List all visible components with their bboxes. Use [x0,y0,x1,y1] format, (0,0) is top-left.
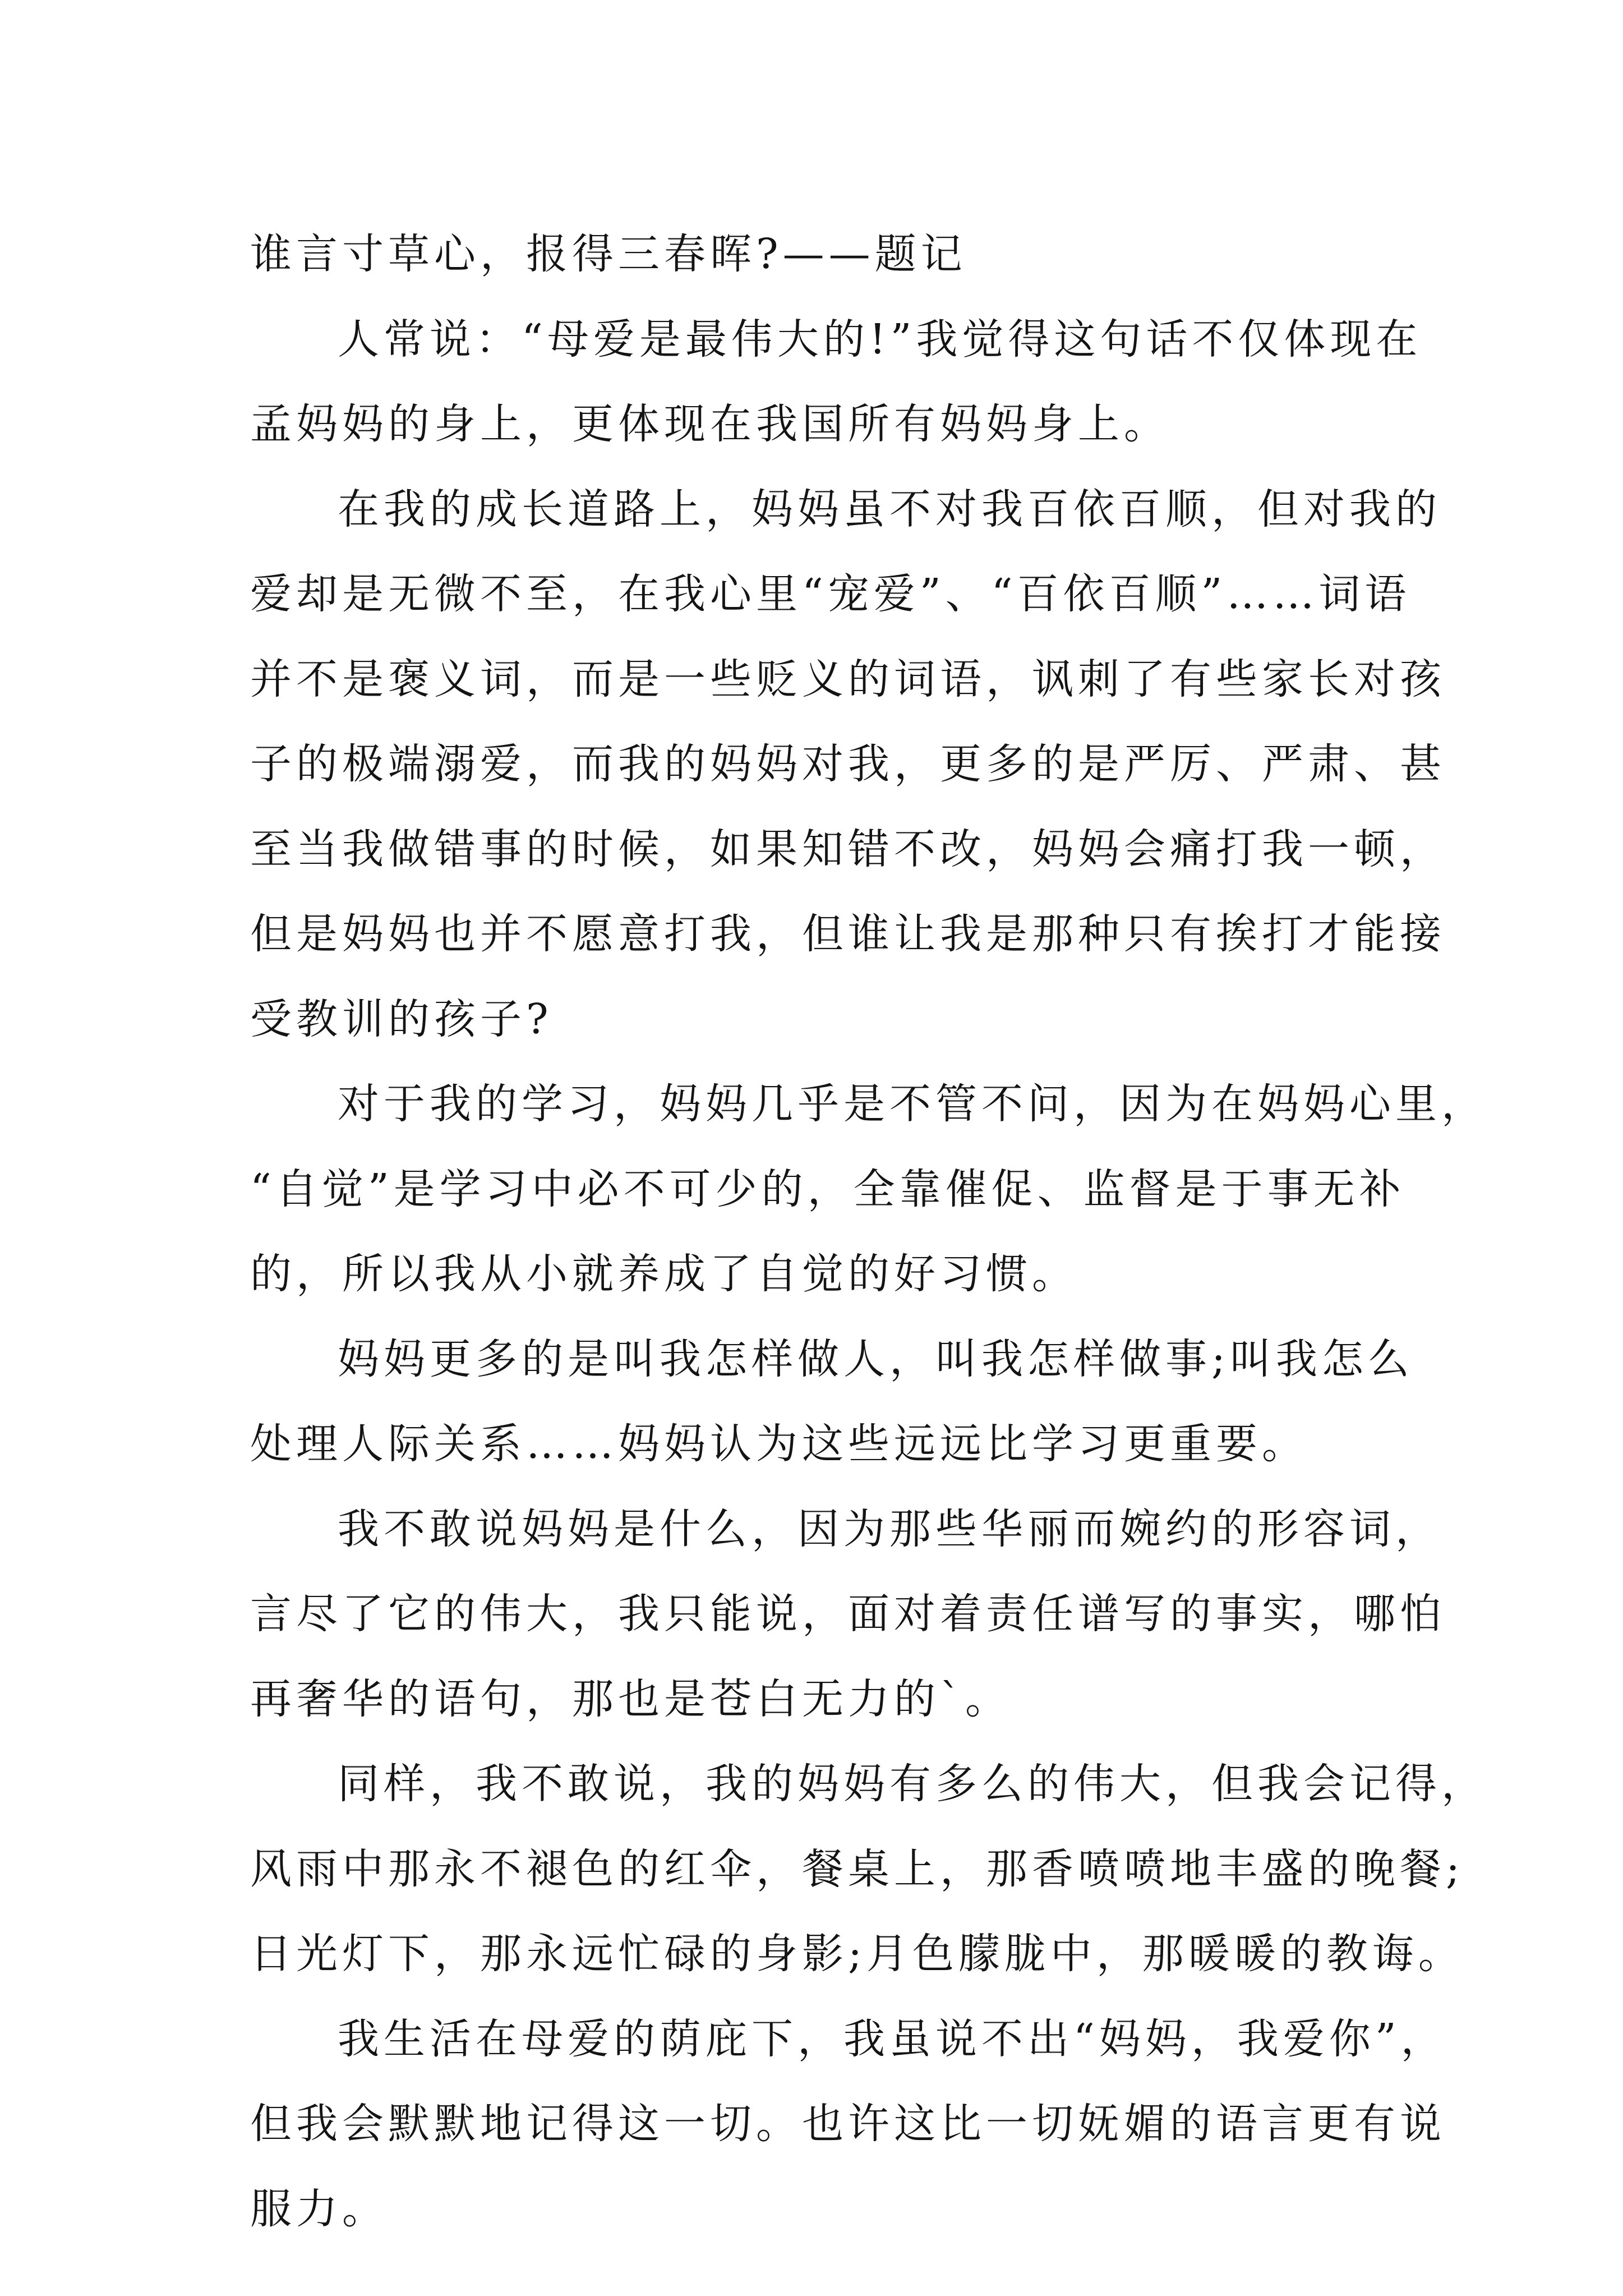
text-line: 但我会默默地记得这一切。也许这比一切妩媚的语言更有说 [250,2100,1446,2148]
text-line: 人常说：“母爱是最伟大的!”我觉得这句话不仅体现在 [338,315,1422,364]
text-line: 孟妈妈的身上，更体现在我国所有妈妈身上。 [250,400,1170,448]
text-line: 子的极端溺爱，而我的妈妈对我，更多的是严厉、严肃、甚 [250,740,1446,788]
text-line: 受教训的孩子? [250,995,553,1043]
text-line: 再奢华的语句，那也是苍白无力的`。 [250,1674,1011,1723]
text-line: 在我的成长道路上，妈妈虽不对我百依百顺，但对我的 [338,485,1441,533]
text-line: 服力。 [250,2184,388,2233]
text-line: 日光灯下，那永远忙碌的身影;月色朦胧中，那暖暖的教诲。 [250,1930,1464,1978]
text-line: “自觉”是学习中必不可少的，全靠催促、监督是于事无补 [250,1165,1405,1213]
text-line: 我生活在母爱的荫庇下，我虽说不出“妈妈，我爱你”， [338,2014,1447,2063]
text-line: 的，所以我从小就养成了自觉的好习惯。 [250,1250,1078,1298]
text-line: 对于我的学习，妈妈几乎是不管不问，因为在妈妈心里， [338,1080,1487,1128]
text-line: 同样，我不敢说，我的妈妈有多么的伟大，但我会记得， [338,1760,1487,1808]
text-line: 处理人际关系……妈妈认为这些远远比学习更重要。 [250,1420,1308,1468]
text-line: 但是妈妈也并不愿意打我，但谁让我是那种只有挨打才能接 [250,910,1446,958]
text-line: 妈妈更多的是叫我怎样做人，叫我怎样做事;叫我怎么 [338,1335,1414,1383]
text-line: 我不敢说妈妈是什么，因为那些华丽而婉约的形容词， [338,1504,1441,1553]
text-line: 风雨中那永不褪色的红伞，餐桌上，那香喷喷地丰盛的晚餐; [250,1844,1464,1893]
text-line: 至当我做错事的时候，如果知错不改，妈妈会痛打我一顿， [250,825,1446,873]
essay-body [250,212,1487,2252]
text-line: 爱却是无微不至，在我心里“宠爱”、“百依百顺”……词语 [250,570,1411,618]
text-line: 谁言寸草心，报得三春晖?——题记 [250,230,967,278]
text-line: 并不是褒义词，而是一些贬义的词语，讽刺了有些家长对孩 [250,655,1446,703]
text-line: 言尽了它的伟大，我只能说，面对着责任谱写的事实，哪怕 [250,1590,1446,1638]
